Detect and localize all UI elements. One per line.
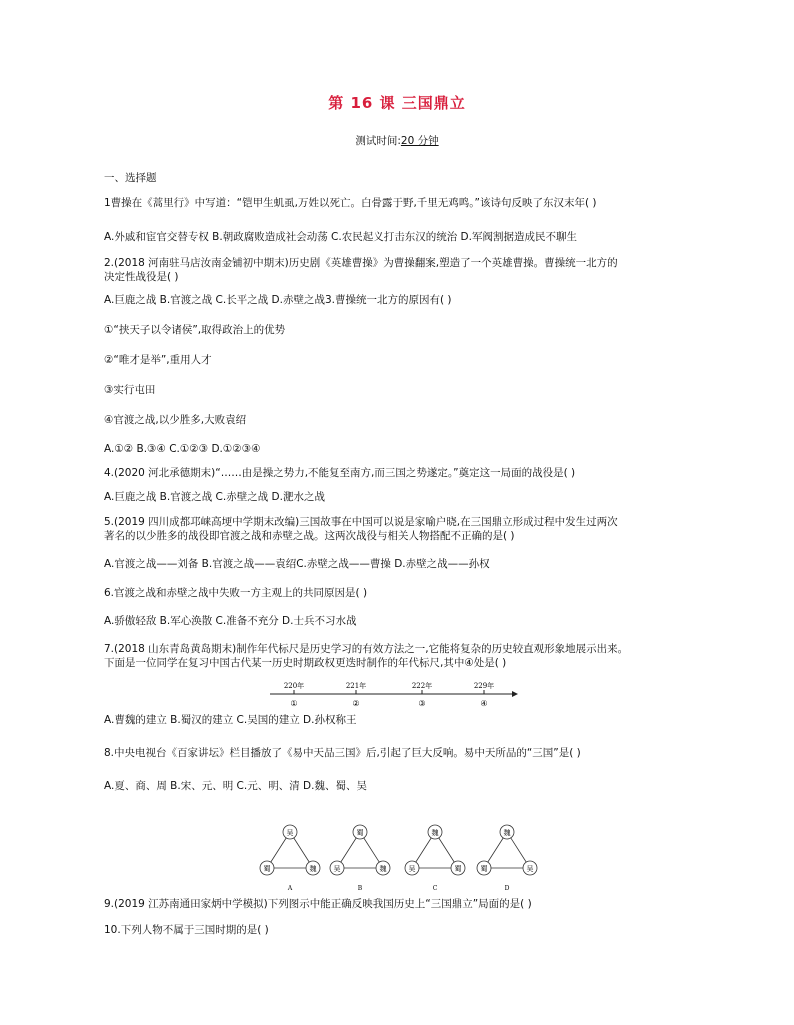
timeline-mark-1: ① — [290, 699, 298, 708]
question-2-line-1: 2.(2018 河南驻马店汝南金铺初中期末)历史剧《英雄曹操》为曹操翻案,塑造了一个英雄曹操。曹操统一北方的 — [104, 257, 618, 269]
timeline-year-1: 220年 — [283, 682, 305, 690]
triangle-b-label: B — [357, 885, 363, 892]
question-5-options: A.官渡之战——刘备 B.官渡之战——袁绍C.赤壁之战——曹操 D.赤壁之战——孙权 — [104, 558, 490, 570]
triangle-a-label: A — [287, 885, 293, 892]
question-9: 9.(2019 江苏南通田家炳中学模拟)下列图示中能正确反映我国历史上“三国鼎立”局面的是( ) — [104, 898, 532, 910]
triangle-a-left: 蜀 — [263, 865, 271, 873]
question-8-options: A.夏、商、周 B.宋、元、明 C.元、明、清 D.魏、蜀、吴 — [104, 780, 367, 792]
triangle-d-left: 蜀 — [480, 865, 488, 873]
triangle-a-right: 魏 — [309, 865, 317, 873]
question-3-options: A.①② B.③④ C.①②③ D.①②③④ — [104, 443, 261, 455]
question-8: 8.中央电视台《百家讲坛》栏目播放了《易中天品三国》后,引起了巨大反响。易中天所品的“三国”是( ) — [104, 747, 581, 759]
timeline-mark-3: ③ — [418, 699, 426, 708]
timeline-year-2: 221年 — [345, 682, 367, 690]
triangle-a-top: 吴 — [286, 829, 294, 837]
triangle-d-right: 吴 — [526, 865, 534, 873]
question-5-line-2: 著名的以少胜多的战役即官渡之战和赤壁之战。这两次战役与相关人物搭配不正确的是( ) — [104, 530, 515, 542]
three-kingdoms-diagrams — [255, 824, 555, 894]
timeline-mark-2: ② — [352, 699, 360, 708]
question-1: 1曹操在《蒿里行》中写道：“铠甲生虮虱,万姓以死亡。白骨露于野,千里无鸡鸣。”该诗句反映了东汉末年( ) — [104, 197, 597, 209]
section-heading: 一、选择题 — [104, 172, 157, 184]
triangle-c-top: 魏 — [431, 829, 439, 837]
triangle-b-top: 蜀 — [356, 829, 364, 837]
test-time-value: 20 分钟 — [400, 135, 439, 147]
triangle-diagram-b — [330, 825, 390, 892]
question-4: 4.(2020 河北承德期末)“……由是操之势力,不能复至南方,而三国之势遂定。”奠定这一局面的战役是( ) — [104, 467, 576, 479]
timeline-year-3: 222年 — [411, 682, 433, 690]
question-3-item-2: ②“唯才是举”,重用人才 — [104, 354, 212, 366]
triangle-c-left: 吴 — [408, 865, 416, 873]
timeline-mark-4: ④ — [480, 699, 488, 708]
question-4-options: A.巨鹿之战 B.官渡之战 C.赤壁之战 D.淝水之战 — [104, 491, 325, 503]
question-7-line-1: 7.(2018 山东青岛黄岛期末)制作年代标尺是历史学习的有效方法之一,它能将复杂的历史较直观形象地展示出来。 — [104, 643, 629, 655]
triangle-d-top: 魏 — [503, 829, 511, 837]
test-time-label: 测试时间: — [355, 135, 401, 147]
timeline-arrow — [512, 691, 518, 697]
question-10: 10.下列人物不属于三国时期的是( ) — [104, 924, 269, 936]
year-timeline — [268, 680, 518, 710]
page-title: 第 16 课 三国鼎立 — [328, 94, 466, 112]
question-3-item-3: ③实行屯田 — [104, 384, 156, 396]
question-2-line-2: 决定性战役是( ) — [104, 271, 179, 283]
triangle-diagram-d — [477, 825, 537, 892]
question-1-options: A.外戚和宦官交替专权 B.朝政腐败造成社会动荡 C.农民起义打击东汉的统治 D.军阀割据造成民不聊生 — [104, 231, 577, 243]
question-3-item-4: ④官渡之战,以少胜多,大败袁绍 — [104, 414, 247, 426]
triangle-b-right: 魏 — [379, 865, 387, 873]
triangle-diagram-c — [405, 825, 465, 892]
question-3-item-1: ①“挟天子以令诸侯”,取得政治上的优势 — [104, 324, 286, 336]
question-7-line-2: 下面是一位同学在复习中国古代某一历史时期政权更迭时制作的年代标尺,其中④处是( ) — [104, 657, 507, 669]
question-6-options: A.骄傲轻敌 B.军心涣散 C.准备不充分 D.士兵不习水战 — [104, 615, 357, 627]
question-6: 6.官渡之战和赤壁之战中失败一方主观上的共同原因是( ) — [104, 587, 368, 599]
question-5-line-1: 5.(2019 四川成都邛崃高埂中学期末改编)三国故事在中国可以说是家喻户晓,在三国鼎立形成过程中发生过两次 — [104, 516, 618, 528]
triangle-b-left: 吴 — [333, 865, 341, 873]
triangle-d-label: D — [504, 885, 510, 892]
triangle-c-label: C — [432, 885, 438, 892]
timeline-year-4: 229年 — [473, 682, 495, 690]
question-2-options: A.巨鹿之战 B.官渡之战 C.长平之战 D.赤壁之战3.曹操统一北方的原因有( ) — [104, 294, 452, 306]
triangle-diagram-a — [260, 825, 320, 892]
triangle-c-right: 蜀 — [454, 865, 462, 873]
question-7-options: A.曹魏的建立 B.蜀汉的建立 C.吴国的建立 D.孙权称王 — [104, 714, 357, 726]
test-time — [0, 133, 794, 148]
